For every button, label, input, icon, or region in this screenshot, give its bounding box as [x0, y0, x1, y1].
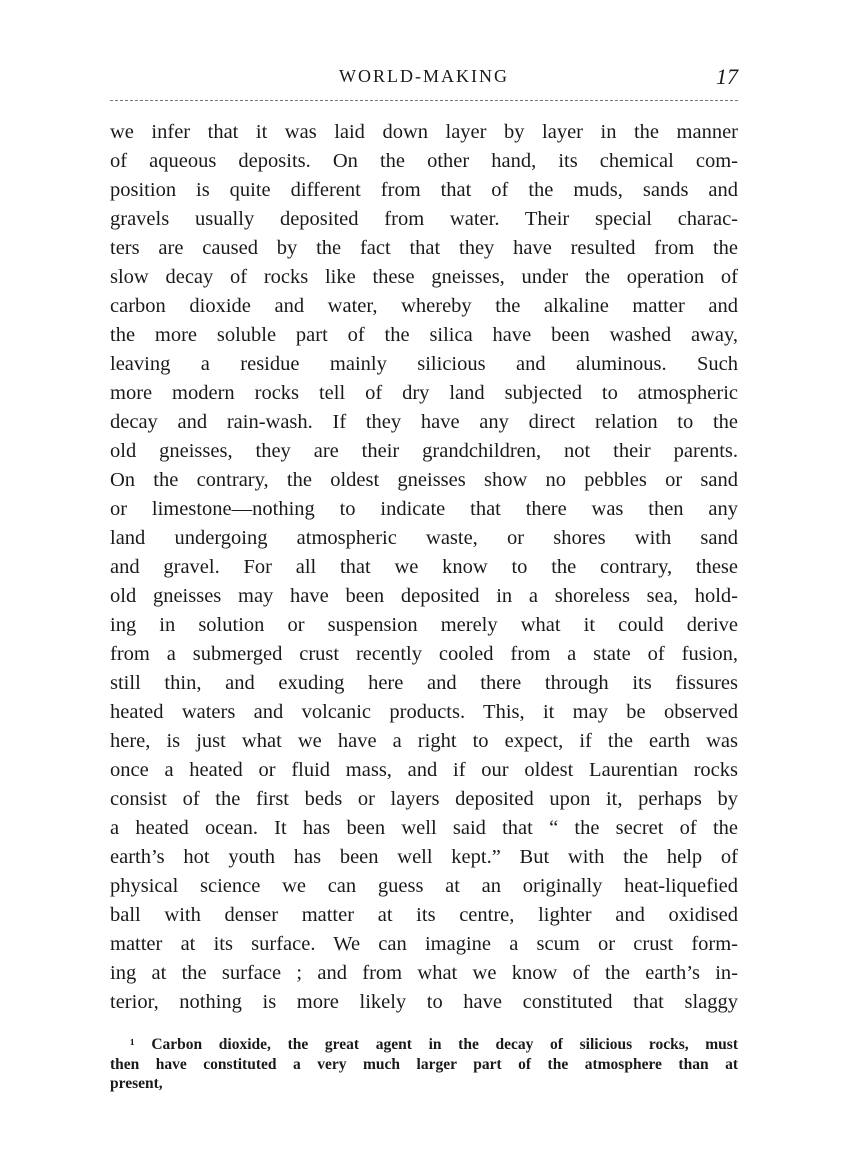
text-line: more modern rocks tell of dry land subjected to atmospheric — [110, 382, 738, 404]
footnote-line: ¹ Carbon dioxide, the great agent in the decay of silicious rocks, must — [130, 1036, 738, 1053]
text-line: decay and rain-wash. If they have any direct relation to the — [110, 411, 738, 433]
text-line: slow decay of rocks like these gneisses, under the operation of — [110, 266, 738, 288]
text-line: we infer that it was laid down layer by layer in the manner — [110, 121, 738, 143]
text-line: position is quite different from that of the muds, sands and — [110, 179, 738, 201]
text-line: of aqueous deposits. On the other hand, its chemical com- — [110, 150, 738, 172]
text-line: land undergoing atmospheric waste, or shores with sand — [110, 527, 738, 549]
text-line: old gneisses may have been deposited in a shoreless sea, hold- — [110, 585, 738, 607]
text-line: from a submerged crust recently cooled from a state of fusion, — [110, 643, 738, 665]
text-line: or limestone—nothing to indicate that there was then any — [110, 498, 738, 520]
text-line: the more soluble part of the silica have been washed away, — [110, 324, 738, 346]
text-line: On the contrary, the oldest gneisses show no pebbles or sand — [110, 469, 738, 491]
text-line: carbon dioxide and water, whereby the alkaline matter and — [110, 295, 738, 317]
text-line: leaving a residue mainly silicious and aluminous. Such — [110, 353, 738, 375]
chapter-title: WORLD-MAKING — [339, 66, 509, 86]
text-line: earth’s hot youth has been well kept.” But with the help of — [110, 846, 738, 868]
page-number: 17 — [716, 64, 738, 89]
text-line: consist of the first beds or layers deposited upon it, perhaps by — [110, 788, 738, 810]
text-line: ball with denser matter at its centre, lighter and oxidised — [110, 904, 738, 926]
text-line: heated waters and volcanic products. This, it may be observed — [110, 701, 738, 723]
text-line: once a heated or fluid mass, and if our oldest Laurentian rocks — [110, 759, 738, 781]
text-line: still thin, and exuding here and there through its fissures — [110, 672, 738, 694]
text-line: matter at its surface. We can imagine a scum or crust form- — [110, 933, 738, 955]
text-line: ing in solution or suspension merely what it could derive — [110, 614, 738, 636]
text-line: old gneisses, they are their grandchildren, not their parents. — [110, 440, 738, 462]
text-line: terior, nothing is more likely to have constituted that slaggy — [110, 991, 738, 1013]
text-line: physical science we can guess at an originally heat-liquefied — [110, 875, 738, 897]
body-paragraph — [110, 118, 738, 1017]
footnote-line: present, — [110, 1075, 163, 1092]
running-head — [110, 64, 738, 90]
text-line: gravels usually deposited from water. Their special charac- — [110, 208, 738, 230]
text-line: ing at the surface ; and from what we know of the earth’s in- — [110, 962, 738, 984]
footnote-line: then have constituted a very much larger part of the atmosphere than at — [110, 1055, 738, 1073]
footnote — [110, 1035, 738, 1094]
text-line: a heated ocean. It has been well said that “ the secret of the — [110, 817, 738, 839]
header-rule — [110, 100, 738, 101]
text-line: ters are caused by the fact that they have resulted from the — [110, 237, 738, 259]
text-line: here, is just what we have a right to expect, if the earth was — [110, 730, 738, 752]
text-line: and gravel. For all that we know to the contrary, these — [110, 556, 738, 578]
